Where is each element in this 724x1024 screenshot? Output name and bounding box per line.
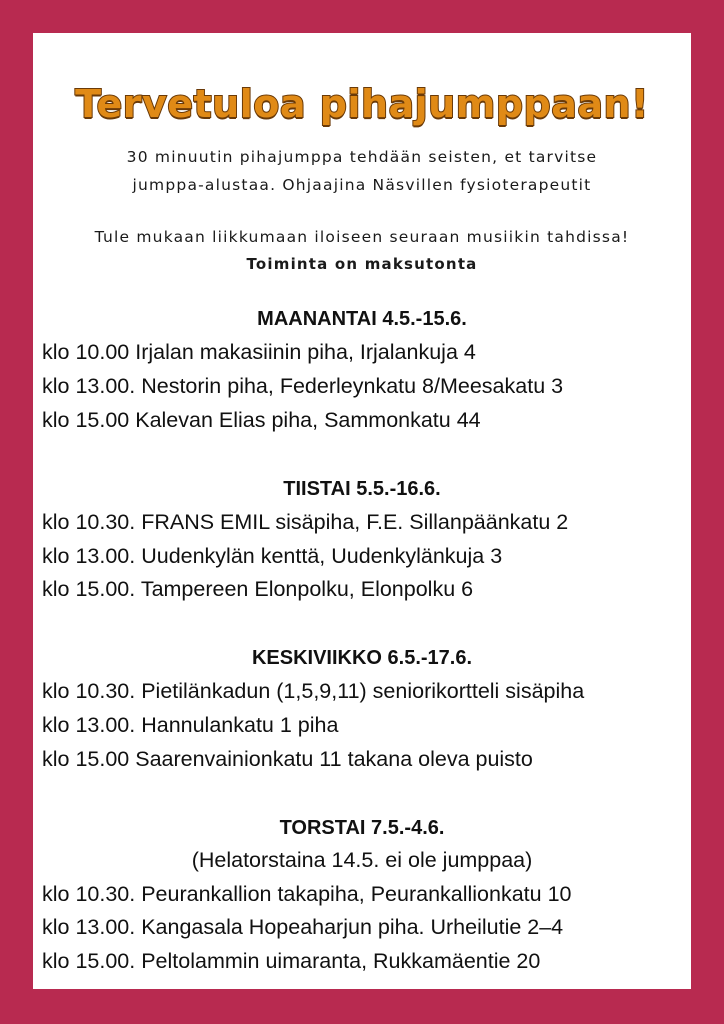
wednesday-item-1: klo 10.30. Pietilänkadun (1,5,9,11) seniorikortteli sisäpiha xyxy=(42,679,585,703)
free-of-charge-note: Toiminta on maksutonta xyxy=(246,255,478,273)
poster-title: Tervetuloa pihajumppaan! xyxy=(75,82,649,126)
monday-item-1: klo 10.00 Irjalan makasiinin piha, Irjalankuja 4 xyxy=(42,340,476,364)
thursday-item-1: klo 10.30. Peurankallion takapiha, Peurankallionkatu 10 xyxy=(42,882,572,906)
wednesday-heading: KESKIVIIKKO 6.5.-17.6. xyxy=(251,647,473,669)
wednesday-item-2: klo 13.00. Hannulankatu 1 piha xyxy=(42,713,339,737)
poster-card xyxy=(33,33,691,989)
thursday-item-3: klo 15.00. Peltolammin uimaranta, Rukkamäentie 20 xyxy=(42,949,541,973)
tuesday-item-1: klo 10.30. FRANS EMIL sisäpiha, F.E. Sillanpäänkatu 2 xyxy=(42,510,569,534)
monday-heading: MAANANTAI 4.5.-15.6. xyxy=(257,308,467,330)
thursday-item-2: klo 13.00. Kangasala Hopeaharjun piha. Urheilutie 2–4 xyxy=(42,915,564,939)
ascension-day-note: (Helatorstaina 14.5. ei ole jumppaa) xyxy=(191,848,533,872)
tuesday-item-3: klo 15.00. Tampereen Elonpolku, Elonpolku 6 xyxy=(42,577,474,601)
intro-line-1: 30 minuutin pihajumppa tehdään seisten, et tarvitse xyxy=(126,148,598,166)
monday-item-3: klo 15.00 Kalevan Elias piha, Sammonkatu 44 xyxy=(42,408,481,432)
thursday-heading: TORSTAI 7.5.-4.6. xyxy=(279,817,445,839)
intro-line-2: jumppa-alustaa. Ohjaajina Näsvillen fysioterapeutit xyxy=(132,176,592,194)
intro-line-3: Tule mukaan liikkumaan iloiseen seuraan musiikin tahdissa! xyxy=(94,228,630,246)
wednesday-item-3: klo 15.00 Saarenvainionkatu 11 takana oleva puisto xyxy=(42,747,533,771)
monday-item-2: klo 13.00. Nestorin piha, Federleynkatu 8/Meesakatu 3 xyxy=(42,374,564,398)
tuesday-item-2: klo 13.00. Uudenkylän kenttä, Uudenkylänkuja 3 xyxy=(42,544,503,568)
tuesday-heading: TIISTAI 5.5.-16.6. xyxy=(283,478,441,500)
